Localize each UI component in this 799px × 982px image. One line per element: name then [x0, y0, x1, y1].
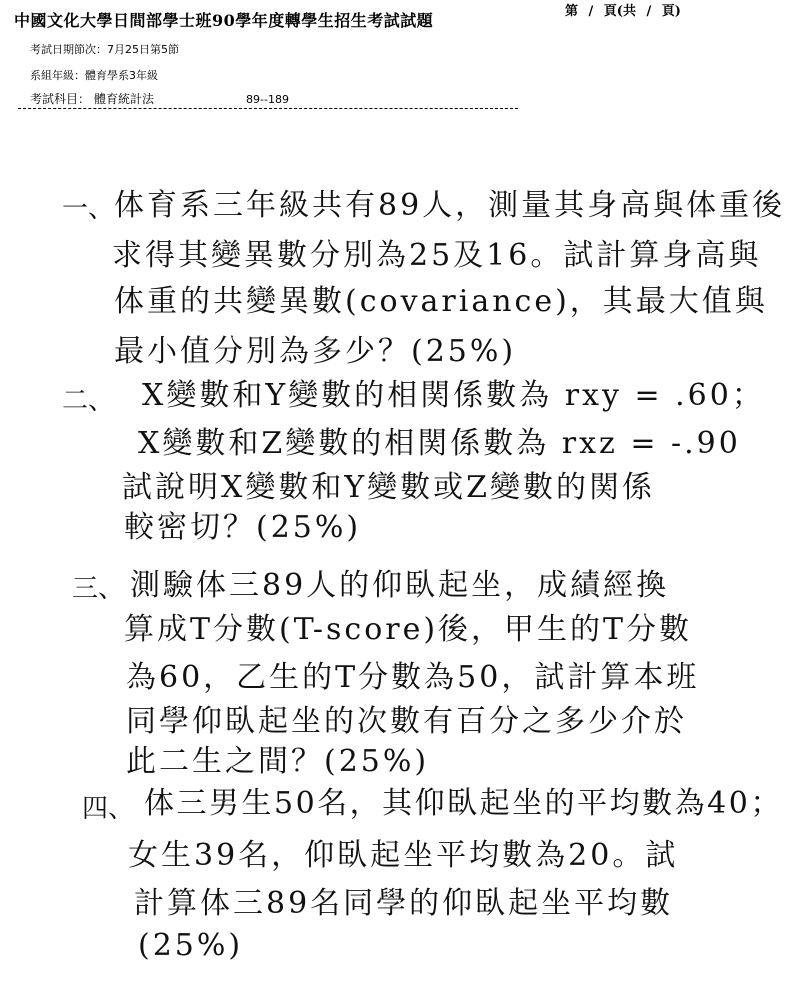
question-number: 二、	[62, 386, 115, 416]
question-line: 体育系三年級共有89人，測量其身高與体重後	[114, 188, 786, 223]
department-grade: 系組年級：體育學系3年級	[30, 69, 158, 82]
page-counter: 第 / 頁(共 / 頁)	[565, 4, 681, 19]
question-line: 体三男生50名，其仰臥起坐的平均數為40；	[144, 786, 783, 821]
question-line: 同學仰臥起坐的次數有百分之多少介於	[126, 704, 687, 739]
question-number: 三、	[72, 574, 125, 604]
subject-label: 考試科目：	[30, 92, 91, 106]
question-line: (25%)	[138, 928, 244, 963]
question-line: 女生39名，仰臥起坐平均數為20。試	[128, 838, 679, 873]
question-line: 測驗体三89人的仰臥起坐，成績經換	[130, 568, 670, 603]
header-divider	[18, 108, 518, 109]
exam-date-session: 考試日期節次：7月25日第5節	[30, 43, 179, 56]
question-line: X變數和Y變數的相関係數為 rxy = .60；	[142, 378, 765, 413]
subject-code: 89--189	[246, 93, 289, 106]
question-line: 此二生之間？(25%)	[126, 744, 430, 779]
question-line: 試說明X變數和Y變數或Z變數的関係	[122, 470, 656, 505]
question-line: 較密切？(25%)	[124, 510, 362, 545]
exam-title: 中國文化大學日間部學士班90學年度轉學生招生考試試題	[14, 11, 434, 30]
question-line: 求得其變異數分別為25及16。試計算身高與	[112, 238, 762, 273]
exam-subject-row	[30, 90, 289, 107]
question-number: 一、	[62, 194, 115, 224]
question-line: 為60，乙生的T分數為50，試計算本班	[126, 660, 700, 695]
question-line: X變數和Z變數的相関係數為 rxz = -.90	[138, 426, 741, 461]
question-line: 計算体三89名同學的仰臥起坐平均數	[134, 886, 674, 921]
question-line: 算成T分數(T-score)後，甲生的T分數	[124, 612, 693, 647]
question-line: 最小值分別為多少？(25%)	[114, 334, 517, 369]
question-line: 体重的共變異數(covariance)，其最大值與	[114, 284, 768, 319]
question-number: 四、	[82, 794, 135, 824]
subject-name: 體育統計法	[94, 92, 155, 106]
